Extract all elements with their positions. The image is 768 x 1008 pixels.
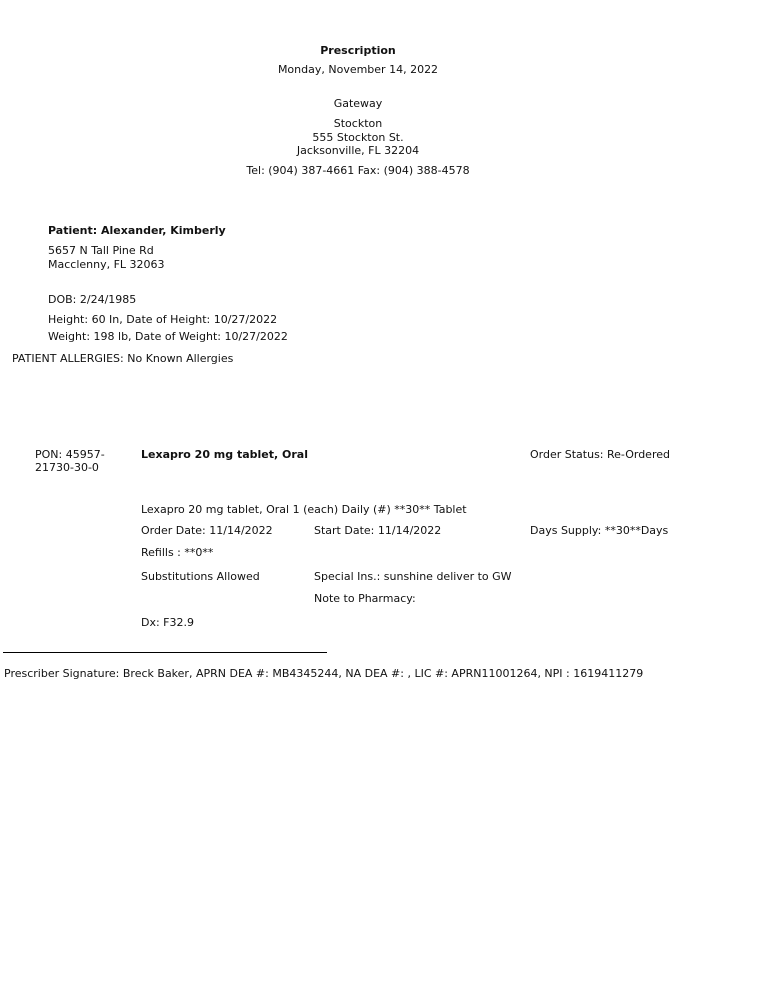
- order-status: Order Status: Re-Ordered: [530, 448, 670, 461]
- patient-dob: DOB: 2/24/1985: [48, 293, 137, 306]
- clinic-city: Jacksonville, FL 32204: [296, 144, 420, 157]
- clinic-street: 555 Stockton St.: [312, 131, 404, 144]
- signature-rule: [3, 652, 327, 653]
- patient-allergies: PATIENT ALLERGIES: No Known Allergies: [12, 352, 234, 365]
- patient-height: Height: 60 In, Date of Height: 10/27/2022: [48, 313, 278, 326]
- note-to-pharmacy: Note to Pharmacy:: [314, 592, 416, 605]
- sig-line: Lexapro 20 mg tablet, Oral 1 (each) Daily (#) **30** Tablet: [141, 503, 467, 516]
- patient-city: Macclenny, FL 32063: [48, 258, 165, 271]
- document-title: Prescription: [320, 44, 396, 57]
- pon-line-2: 21730-30-0: [35, 461, 99, 474]
- substitutions: Substitutions Allowed: [141, 570, 260, 583]
- pon-line-1: PON: 45957-: [35, 448, 105, 461]
- document-date: Monday, November 14, 2022: [277, 63, 439, 76]
- special-instructions: Special Ins.: sunshine deliver to GW: [314, 570, 512, 583]
- drug-title: Lexapro 20 mg tablet, Oral: [141, 448, 308, 461]
- clinic-name: Gateway: [333, 97, 383, 110]
- start-date: Start Date: 11/14/2022: [314, 524, 442, 537]
- patient-weight: Weight: 198 lb, Date of Weight: 10/27/2022: [48, 330, 288, 343]
- order-date: Order Date: 11/14/2022: [141, 524, 273, 537]
- refills: Refills : **0**: [141, 546, 214, 559]
- clinic-location: Stockton: [333, 117, 383, 130]
- patient-street: 5657 N Tall Pine Rd: [48, 244, 154, 257]
- clinic-phone-fax: Tel: (904) 387-4661 Fax: (904) 388-4578: [246, 164, 470, 177]
- days-supply: Days Supply: **30**Days: [530, 524, 669, 537]
- prescriber-signature: Prescriber Signature: Breck Baker, APRN DEA #: MB4345244, NA DEA #: , LIC #: APRN11001264, NPI : 1619411279: [4, 667, 644, 680]
- diagnosis-code: Dx: F32.9: [141, 616, 195, 629]
- patient-name: Patient: Alexander, Kimberly: [48, 224, 226, 237]
